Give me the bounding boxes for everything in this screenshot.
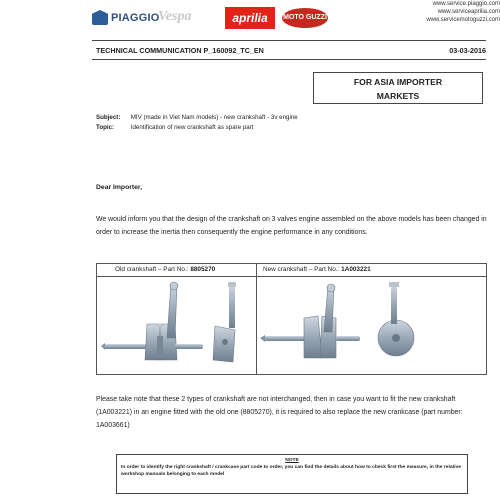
header-divider <box>92 40 486 41</box>
comparison-header <box>97 264 486 277</box>
note-title: NOTE <box>285 458 299 463</box>
subject-block <box>96 113 298 133</box>
paragraph-design-change: We would inform you that the design of the crankshaft on 3 valves engine assembled on the above models has been changed in order to increase the inertia then consequently the engine performance in any conditions. <box>96 216 487 236</box>
service-url-motoguzzi[interactable]: www.servicemotoguzzi.com <box>426 17 500 23</box>
subject-label: Subject: <box>96 114 121 121</box>
old-crankshaft-label: Old crankshaft – Part No.: <box>115 266 189 273</box>
service-urls <box>418 0 500 24</box>
moto-guzzi-logo: MOTO GUZZI <box>282 8 328 28</box>
subject-text: MIV (made in Viet Nam models) - new crankshaft - 3v engine <box>130 114 298 121</box>
new-crankshaft-label: New crankshaft – Part No.: <box>263 266 340 273</box>
comparison-divider <box>256 264 257 374</box>
communication-date: 03-03-2016 <box>449 46 486 55</box>
topic-label: Topic: <box>96 124 115 131</box>
old-part-number: 8805270 <box>190 266 216 273</box>
note-text: In order to identify the right crankshaft / crankcase part code to order, you can find the details about how to check first the measure, in the relative workshop manuals belonging to each model <box>121 465 461 477</box>
note-box <box>116 454 468 494</box>
piaggio-logo <box>92 10 159 25</box>
communication-line <box>96 46 486 55</box>
new-part-number: 1A003221 <box>341 266 371 273</box>
crankshaft-comparison-table <box>96 263 487 375</box>
old-crankshaft-image <box>101 280 253 372</box>
aprilia-logo: aprilia <box>225 7 275 29</box>
new-crankshaft-header <box>263 264 371 276</box>
paragraph-interchange-warning: Please take note that these 2 types of crankshaft are not interchanged, then in case you want to fit the new crankshaft (1A003221) in an engine fitted with the old one (8805270), it is required to also replace the new crankcase (part number: 1A003661) <box>96 396 463 429</box>
piaggio-shield-icon <box>92 10 108 25</box>
title-divider <box>92 59 486 60</box>
old-crankshaft-header <box>115 264 215 276</box>
new-crankshaft-image <box>260 280 484 372</box>
topic-text: Identification of new crankshaft as spare part <box>130 124 254 131</box>
audience-line-2: MARKETS <box>376 91 420 101</box>
piaggio-logo-text: PIAGGIO <box>111 11 160 24</box>
greeting: Dear Importer, <box>96 184 143 191</box>
communication-code: TECHNICAL COMMUNICATION P_160092_TC_EN <box>96 46 264 55</box>
audience-line-1: FOR ASIA IMPORTER <box>353 77 443 87</box>
audience-box <box>313 72 483 104</box>
vespa-logo: Vespa <box>158 9 192 24</box>
service-url-aprilia[interactable]: www.serviceaprilia.com <box>437 9 500 15</box>
service-url-piaggio[interactable]: www.service.piaggio.com <box>432 1 500 7</box>
